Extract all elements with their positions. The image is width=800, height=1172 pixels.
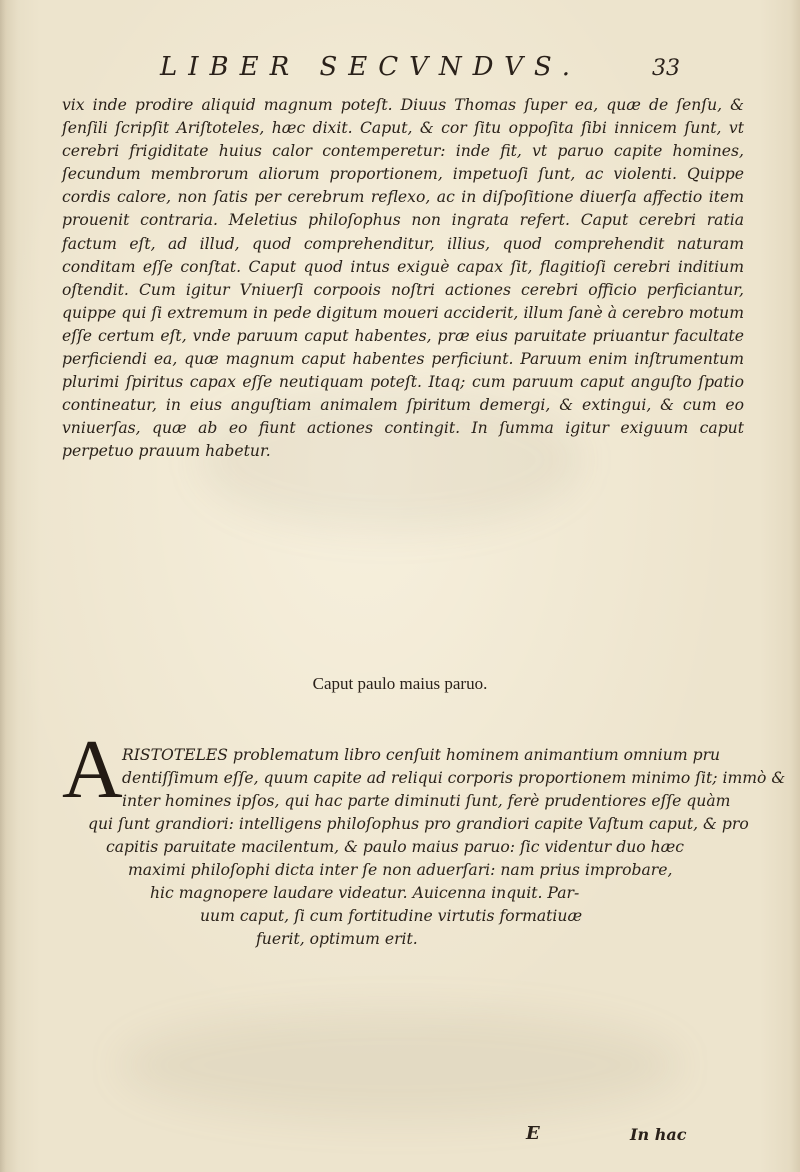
text-line: maximi philoſophi dicta inter ſe non aduerſari: nam prius improbare,: [128, 861, 673, 879]
page-number: 33: [652, 56, 680, 81]
catchword: In hac: [630, 1125, 687, 1144]
page-header: [160, 52, 680, 86]
text-line: fuerit, optimum erit.: [256, 930, 418, 948]
running-head: LIBER SECVNDVS.: [160, 52, 581, 82]
text-line: uum caput, ſi cum fortitudine virtutis formatiuæ: [200, 907, 583, 925]
text-line: qui ſunt grandiori: intelligens philoſophus pro grandiori capite Vaſtum caput, & pro: [88, 815, 749, 833]
text-line: hic magnopere laudare videatur. Auicenna inquit. Par-: [150, 884, 580, 902]
drop-cap-initial: A: [62, 723, 123, 816]
text-line: capitis paruitate macilentum, & paulo maius paruo: ſic videntur duo hæc: [106, 838, 685, 856]
page-footer: [0, 1123, 800, 1153]
text-line: dentiſſimum eſſe, quum capite ad reliqui corporis proportionem minimo ſit; immò &: [122, 769, 786, 787]
signature-mark: E: [526, 1123, 540, 1144]
text-line: inter homines ipſos, qui hac parte diminuti ſunt, ferè prudentiores eſſe quàm: [122, 792, 731, 810]
paper-stain: [120, 1010, 680, 1120]
text-line: RISTOTELES problematum libro cenſuit hominem animantium omnium pru: [122, 746, 721, 764]
section-heading: Caput paulo maius paruo.: [312, 674, 488, 693]
body-paragraph: vix inde prodire aliquid magnum poteſt. Diuus Thomas ſuper ea, quæ de ſenſu, & ſenſili ſcripſit Ariſtoteles, hæc dixit. Caput, & cor ſitu oppoſita ſibi innicem ſunt, vt cerebri frigiditate huius calor contemperetur: inde fit, vt paruo capite homines, ſecundum membrorum aliorum proportionem, impetuoſi ſunt, ac violenti. Quippe cordis calore, non ſatis per cerebrum reflexo, ac in diſpoſitione diuerſa affectio item prouenit contraria. Meletius philoſophus non ingrata refert. Caput cerebri ratia factum eſt, ad illud, quod comprehenditur, illius, quod comprehendit naturam conditam eſſe conſtat. Caput quod intus exiguè capax ſit, flagitioſi cerebri inditium oſtendit. Cum igitur Vniuerſi corpoois noſtri actiones cerebri officio perficiantur, quippe qui ſi extremum in pede digitum moueri acciderit, illum ſanè à cerebro motum eſſe certum eſt, vnde paruum caput habentes, præ eius paruitate priuantur facultate perficiendi ea, quæ magnum caput habentes perficiunt. Paruum enim inſtrumentum plurimi ſpiritus capax eſſe neutiquam poteſt. Itaq; cum paruum caput anguſto ſpatio contineatur, in eius anguſtiam animalem ſpiritum demergi, & extingui, & cum eo vniuerſas, quæ ab eo fiunt actiones contingit. In ſumma igitur exiguum caput perpetuo prauum habetur.: [62, 96, 744, 461]
